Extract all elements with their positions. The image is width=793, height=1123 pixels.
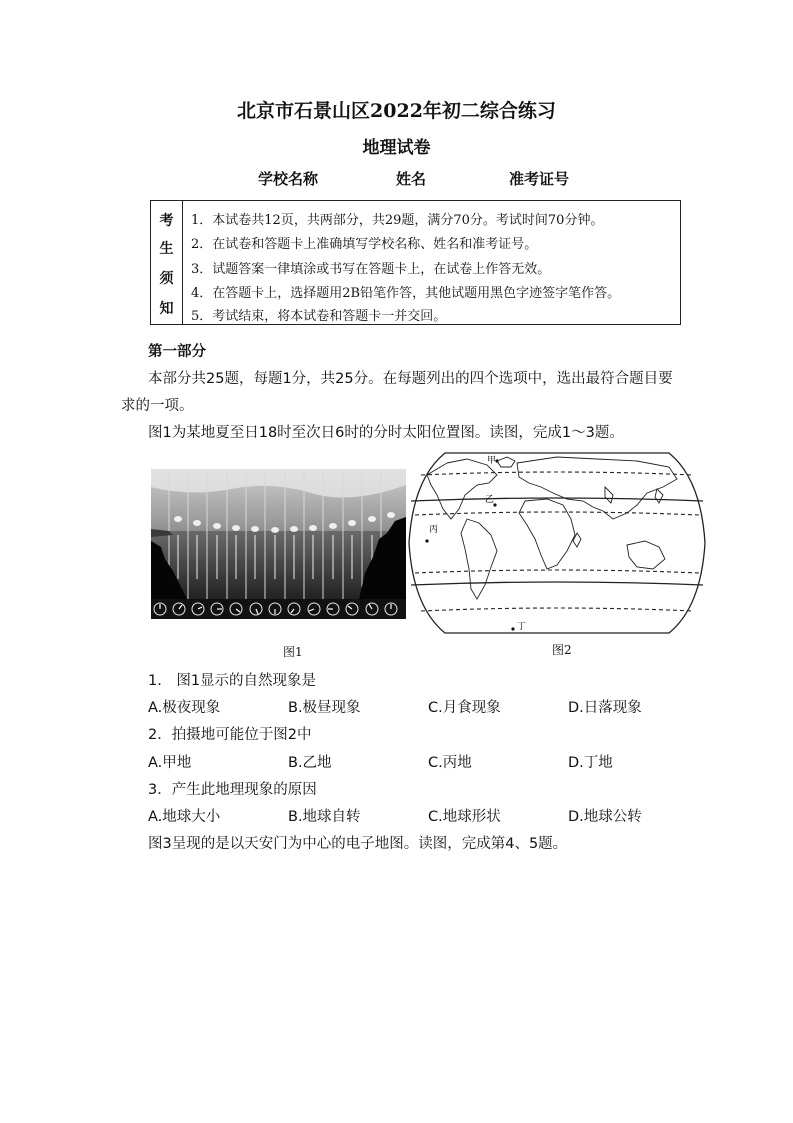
question-1-option-b: B.极昼现象 bbox=[288, 700, 361, 716]
question-1-stem: 1. 图1显示的自然现象是 bbox=[148, 673, 317, 689]
question-3-stem: 3．产生此地理现象的原因 bbox=[148, 782, 317, 798]
figure-2-world-map bbox=[407, 449, 707, 637]
map-label-ding: 丁 bbox=[517, 622, 527, 632]
question-2-stem: 2．拍摄地可能位于图2中 bbox=[148, 727, 312, 743]
notice-label bbox=[151, 201, 183, 324]
question-1-option-a: A.极夜现象 bbox=[148, 700, 221, 716]
map-label-yi: 乙 bbox=[485, 495, 495, 505]
notice-label-char: 知 bbox=[159, 301, 174, 317]
question-3-option-b: B.地球自转 bbox=[288, 809, 361, 825]
exam-id-label: 准考证号 bbox=[509, 170, 570, 188]
section-title: 第一部分 bbox=[148, 343, 206, 360]
notice-rule: 4．在答题卡上，选择题用2B铅笔作答，其他试题用黑色字迹签字笔作答。 bbox=[191, 286, 621, 301]
map-label-jia: 甲 bbox=[487, 456, 497, 466]
section-intro-cont: 求的一项。 bbox=[121, 398, 194, 414]
figure-1-caption: 图1 bbox=[283, 645, 303, 659]
question-3-option-d: D.地球公转 bbox=[568, 809, 642, 825]
question-2-option-a: A.甲地 bbox=[148, 755, 192, 771]
figure-3-intro: 图3呈现的是以天安门为中心的电子地图。读图，完成第4、5题。 bbox=[148, 836, 568, 852]
question-1-option-d: D.日落现象 bbox=[568, 700, 642, 716]
figure-2-caption: 图2 bbox=[552, 643, 572, 657]
question-3-option-c: C.地球形状 bbox=[428, 809, 501, 825]
notice-rule: 1．本试卷共12页，共两部分，共29题，满分70分。考试时间70分钟。 bbox=[191, 213, 604, 228]
section-intro: 本部分共25题，每题1分，共25分。在每题列出的四个选项中，选出最符合题目要 bbox=[148, 371, 673, 387]
question-3-option-a: A.地球大小 bbox=[148, 809, 221, 825]
figure-1-photo bbox=[151, 469, 406, 619]
exam-subtitle: 地理试卷 bbox=[362, 138, 431, 158]
figure-intro: 图1为某地夏至日18时至次日6时的分时太阳位置图。读图，完成1～3题。 bbox=[148, 425, 624, 441]
map-label-bing: 丙 bbox=[429, 525, 439, 535]
school-name-label: 学校名称 bbox=[258, 170, 319, 188]
question-2-option-b: B.乙地 bbox=[288, 755, 332, 771]
notice-rule: 5．考试结束，将本试卷和答题卡一并交回。 bbox=[191, 309, 447, 324]
notice-label-char: 生 bbox=[159, 241, 174, 257]
notice-rule: 3．试题答案一律填涂或书写在答题卡上，在试卷上作答无效。 bbox=[191, 262, 551, 277]
notice-box bbox=[150, 200, 681, 325]
question-2-option-d: D.丁地 bbox=[568, 755, 613, 771]
notice-rule: 2．在试卷和答题卡上准确填写学校名称、姓名和准考证号。 bbox=[191, 237, 538, 252]
student-name-label: 姓名 bbox=[396, 170, 427, 188]
question-1-option-c: C.月食现象 bbox=[428, 700, 501, 716]
notice-label-char: 考 bbox=[159, 213, 174, 229]
notice-label-char: 须 bbox=[159, 271, 174, 287]
question-2-option-c: C.丙地 bbox=[428, 755, 472, 771]
exam-title: 北京市石景山区2022年初二综合练习 bbox=[237, 100, 556, 122]
